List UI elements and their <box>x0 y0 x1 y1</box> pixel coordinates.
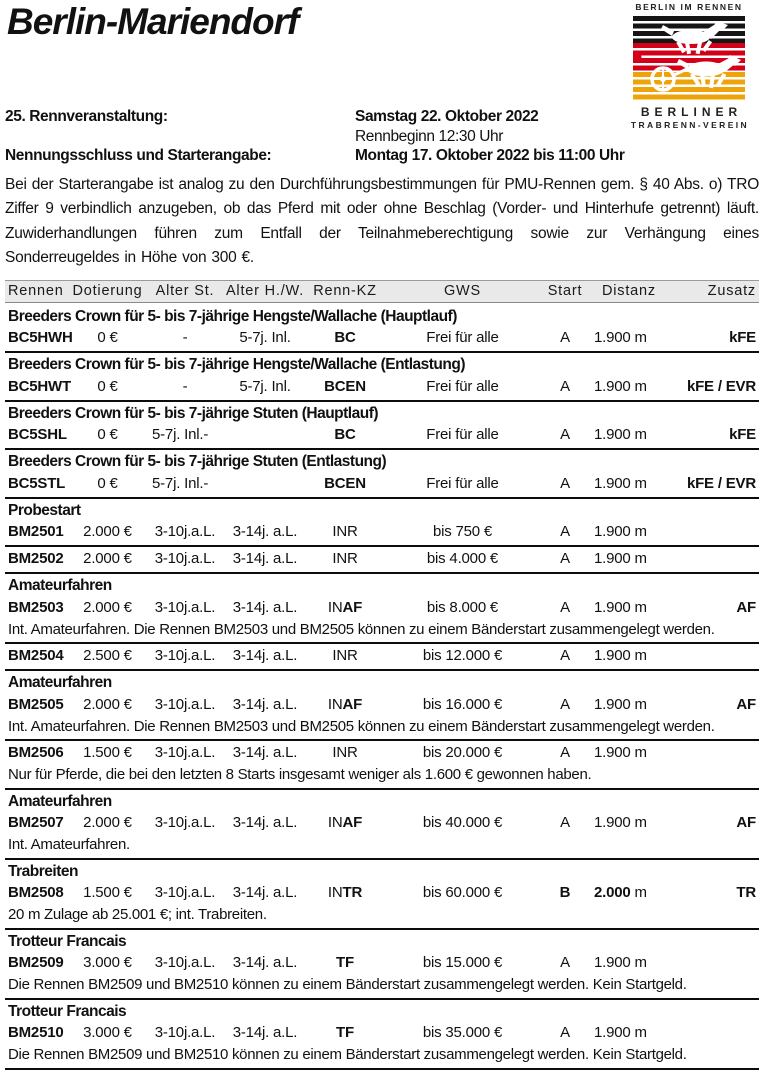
race-kz-bold: BCEN <box>324 474 366 492</box>
race-start: A <box>560 523 570 540</box>
race-distanz-plain: 1.900 m <box>594 1024 647 1041</box>
race-distanz <box>590 473 660 495</box>
logo-stripes-horses-icon <box>633 16 745 100</box>
race-section-title: Breeders Crown für 5- bis 7-jährige Stuten (Entlastung) <box>8 453 387 470</box>
race-dotierung: 1.500 € <box>83 884 132 901</box>
race-section-title: Amateurfahren <box>8 577 112 594</box>
logo-tagline: BERLIN IM RENNEN <box>635 2 743 12</box>
race-block <box>5 353 759 402</box>
race-dotierung: 2.000 € <box>83 550 132 567</box>
event-info-row <box>5 146 759 166</box>
race-gws: Frei für alle <box>426 377 499 395</box>
race-dotierung: 2.000 € <box>83 523 132 540</box>
race-kz-plain: INR <box>332 744 358 761</box>
race-distanz <box>590 548 660 570</box>
race-table-header <box>5 280 759 303</box>
race-start: A <box>560 647 570 664</box>
column-header-gws: GWS <box>443 283 482 299</box>
race-distanz <box>590 952 660 974</box>
race-start: A <box>560 550 570 567</box>
race-kennzeichen <box>305 1022 385 1044</box>
race-code: BM2505 <box>8 695 64 713</box>
race-distanz <box>590 521 660 543</box>
race-section-title: Breeders Crown für 5- bis 7-jährige Stuten (Hauptlauf) <box>8 404 379 422</box>
race-gws: bis 15.000 € <box>422 954 503 971</box>
race-distanz-plain: 1.900 m <box>594 426 647 443</box>
race-alter-st: 3-10j.a.L. <box>154 884 216 901</box>
race-alter-st: 3-10j.a.L. <box>154 814 216 831</box>
race-start: A <box>560 695 570 713</box>
race-distanz <box>590 812 660 834</box>
horses-icon <box>633 16 745 100</box>
race-gws: bis 4.000 € <box>426 550 499 567</box>
race-dotierung: 0 € <box>97 329 118 346</box>
race-note: Int. Amateurfahren. Die Rennen BM2503 und BM2505 können zu einem Bänderstart zusammengelegt werden. <box>8 717 715 735</box>
race-kz-bold: AF <box>342 598 363 616</box>
race-alter-hw: 3-14j. a.L. <box>232 1024 298 1041</box>
race-zusatz: kFE <box>729 329 756 346</box>
race-block <box>5 1000 759 1070</box>
race-alter-hw: 3-14j. a.L. <box>232 744 298 761</box>
race-alter-st: 3-10j.a.L. <box>154 1024 216 1041</box>
race-gws: Frei für alle <box>426 474 499 492</box>
race-alter-st: 3-10j.a.L. <box>154 598 216 616</box>
race-code: BM2501 <box>8 523 64 540</box>
race-kz-plain: INR <box>332 550 358 567</box>
race-row-BC5STL <box>5 473 759 495</box>
race-zusatz: AF <box>736 814 756 831</box>
race-distanz-plain: 1.900 m <box>594 598 647 616</box>
race-note: Die Rennen BM2509 und BM2510 können zu einem Bänderstart zusammengelegt werden. Kein Startgeld. <box>8 1046 687 1063</box>
race-kz-bold: TF <box>336 1024 354 1041</box>
race-code: BM2507 <box>8 814 64 831</box>
race-alter-st: 3-10j.a.L. <box>154 744 216 761</box>
race-alter-st: 3-10j.a.L. <box>154 695 216 713</box>
race-kennzeichen <box>305 812 385 834</box>
event-date: Samstag 22. Oktober 2022 <box>355 108 539 125</box>
race-block <box>5 402 759 451</box>
race-distanz-plain: 1.900 m <box>594 377 647 395</box>
race-row-BM2503 <box>5 597 759 619</box>
entry-deadline-date: Montag 17. Oktober 2022 bis 11:00 Uhr <box>355 147 625 164</box>
race-note: Nur für Pferde, die bei den letzten 8 Starts insgesamt weniger als 1.600 € gewonnen haben. <box>8 766 592 783</box>
race-start: A <box>560 744 570 761</box>
logo-org-name: BERLINER <box>640 105 743 119</box>
race-distanz-plain: 1.900 m <box>594 954 647 971</box>
race-row-BC5HWH <box>5 327 759 349</box>
race-dotierung: 2.500 € <box>83 647 132 664</box>
race-note: Int. Amateurfahren. <box>8 836 130 853</box>
column-header-distanz: Distanz <box>602 283 656 299</box>
race-dotierung: 3.000 € <box>83 1024 132 1041</box>
race-dotierung: 2.000 € <box>83 814 132 831</box>
race-block <box>5 790 759 860</box>
race-distanz <box>590 597 660 619</box>
race-section-title: Trotteur Francais <box>8 932 127 950</box>
race-kennzeichen <box>305 952 385 974</box>
logo-org-subname: TRABRENN-VEREIN <box>630 120 750 130</box>
race-block <box>5 644 759 671</box>
race-kennzeichen <box>305 694 385 716</box>
race-alter-hw: 5-7j. Inl. <box>239 329 291 346</box>
race-gws: bis 35.000 € <box>422 1024 503 1041</box>
race-alter-hw: 5-7j. Inl. <box>239 377 291 395</box>
race-block <box>5 450 759 499</box>
race-row-BC5SHL <box>5 424 759 446</box>
race-distanz <box>590 645 660 667</box>
race-distanz-plain: 1.900 m <box>594 523 647 540</box>
event-number-label: 25. Rennveranstaltung: <box>5 108 168 125</box>
race-alter-st: - <box>182 329 188 346</box>
race-start: A <box>560 474 570 492</box>
trabrenn-verein-logo <box>619 2 759 130</box>
race-distanz-plain: 1.900 m <box>594 814 647 831</box>
race-distanz-plain: 1.900 m <box>594 744 647 761</box>
race-code: BM2509 <box>8 954 64 971</box>
race-kz-bold: BC <box>334 329 356 346</box>
race-alter-hw: 3-14j. a.L. <box>232 550 298 567</box>
race-code: BC5HWT <box>8 377 71 395</box>
race-code: BM2502 <box>8 550 64 567</box>
race-start: A <box>560 377 570 395</box>
race-dotierung: 0 € <box>97 474 118 492</box>
race-distanz-plain: 1.900 m <box>594 550 647 567</box>
race-zusatz: kFE / EVR <box>686 474 756 492</box>
race-row-BM2505 <box>5 694 759 716</box>
race-section-title: Trotteur Francais <box>8 1002 127 1020</box>
race-distanz <box>590 694 660 716</box>
race-alter-hw: 3-14j. a.L. <box>232 598 298 616</box>
race-alter-st: 3-10j.a.L. <box>154 550 216 567</box>
race-code: BC5HWH <box>8 329 73 346</box>
race-kennzeichen <box>305 473 385 495</box>
race-code: BM2506 <box>8 744 64 761</box>
race-alter-span: 5-7j. Inl.- <box>152 474 209 492</box>
race-section-title: Breeders Crown für 5- bis 7-jährige Hengste/Wallache (Hauptlauf) <box>8 307 457 325</box>
race-kz-plain: INR <box>332 523 358 540</box>
race-distanz-plain: 1.900 m <box>594 329 647 346</box>
race-kennzeichen <box>305 327 385 349</box>
race-row-BM2502 <box>5 548 759 570</box>
column-header-dotierung: Dotierung <box>72 283 143 299</box>
shoeing-notice-paragraph: Bei der Starterangabe ist analog zu den Durchführungsbestimmungen für PMU-Rennen gem. § 40 Abs. o) TRO Ziffer 9 verbindlich anzugeben, ob das Pferd mit oder ohne Beschlag (Vorder- und Hinterhufe getrennt) läuft. Zuwiderhandlungen führen zum Entfall der Teilnahmeberechtigung sowie zur Verhängung eines Sonderreugeldes in Höhe von 300 €. <box>5 175 759 266</box>
page-title: Berlin-Mariendorf <box>7 1 299 42</box>
race-alter-st: 3-10j.a.L. <box>154 954 216 971</box>
race-start: A <box>560 814 570 831</box>
race-kz-bold: AF <box>342 814 363 831</box>
race-gws: bis 750 € <box>432 523 493 540</box>
race-dotierung: 0 € <box>97 426 118 443</box>
race-start: A <box>560 598 570 616</box>
race-row-BC5HWT <box>5 376 759 398</box>
race-distanz-plain: m <box>630 884 647 901</box>
race-gws: bis 12.000 € <box>422 647 503 664</box>
race-kz-bold: TF <box>336 954 354 971</box>
race-alter-hw: 3-14j. a.L. <box>232 523 298 540</box>
race-kz-plain: INR <box>332 647 358 664</box>
race-gws: bis 16.000 € <box>422 695 503 713</box>
race-alter-hw: 3-14j. a.L. <box>232 695 298 713</box>
race-gws: Frei für alle <box>426 426 499 443</box>
race-code: BM2504 <box>8 647 64 664</box>
column-header-start: Start <box>547 283 583 299</box>
race-block <box>5 305 759 354</box>
race-code: BC5SHL <box>8 426 67 443</box>
column-header-zusatz: Zusatz <box>707 283 756 299</box>
race-code: BC5STL <box>8 474 66 492</box>
race-distanz <box>590 327 660 349</box>
race-kennzeichen <box>305 376 385 398</box>
race-note: Die Rennen BM2509 und BM2510 können zu einem Bänderstart zusammengelegt werden. Kein Startgeld. <box>8 976 687 993</box>
race-kz-plain: IN <box>327 884 343 901</box>
race-zusatz: AF <box>736 598 756 616</box>
race-kz-plain: IN <box>327 814 343 831</box>
race-gws: bis 60.000 € <box>422 884 503 901</box>
race-kennzeichen <box>305 882 385 904</box>
event-start-time: Rennbeginn 12:30 Uhr <box>355 127 503 145</box>
race-row-BM2501 <box>5 521 759 543</box>
race-alter-st: 3-10j.a.L. <box>154 647 216 664</box>
race-block <box>5 499 759 548</box>
race-section-title: Probestart <box>8 501 81 519</box>
race-distanz-bold: 2.000 <box>594 884 631 901</box>
race-code: BM2508 <box>8 884 64 901</box>
race-dotierung: 2.000 € <box>83 695 132 713</box>
race-block <box>5 930 759 1000</box>
race-block <box>5 671 759 741</box>
race-row-BM2507 <box>5 812 759 834</box>
race-start: A <box>560 329 570 346</box>
race-note: 20 m Zulage ab 25.001 €; int. Trabreiten. <box>8 906 267 923</box>
race-distanz <box>590 1022 660 1044</box>
race-section-title: Amateurfahren <box>8 792 112 810</box>
race-zusatz: kFE <box>729 426 756 443</box>
race-alter-hw: 3-14j. a.L. <box>232 647 298 664</box>
race-dotierung: 2.000 € <box>83 598 132 616</box>
race-kennzeichen <box>305 742 385 764</box>
race-note: Int. Amateurfahren. Die Rennen BM2503 und BM2505 können zu einem Bänderstart zusammengelegt werden. <box>8 620 715 638</box>
race-kennzeichen <box>305 548 385 570</box>
race-gws: bis 20.000 € <box>422 744 503 761</box>
race-distanz-plain: 1.900 m <box>594 647 647 664</box>
race-kz-bold: BC <box>334 426 356 443</box>
race-alter-hw: 3-14j. a.L. <box>232 884 298 901</box>
race-block <box>5 547 759 574</box>
race-kennzeichen <box>305 597 385 619</box>
race-kennzeichen <box>305 424 385 446</box>
race-dotierung: 0 € <box>97 377 118 395</box>
race-distanz <box>590 742 660 764</box>
race-zusatz: AF <box>736 695 756 713</box>
race-row-BM2506 <box>5 742 759 764</box>
entry-deadline-label: Nennungsschluss und Starterangabe: <box>5 147 272 164</box>
race-alter-st: - <box>182 377 188 395</box>
race-distanz-plain: 1.900 m <box>594 695 647 713</box>
race-block <box>5 860 759 930</box>
race-kennzeichen <box>305 521 385 543</box>
race-zusatz: TR <box>736 884 756 901</box>
column-header-rennen: Rennen <box>8 283 64 299</box>
race-code: BM2510 <box>8 1024 64 1041</box>
race-kz-bold: BCEN <box>324 377 366 395</box>
race-alter-st: 3-10j.a.L. <box>154 523 216 540</box>
race-section-title: Trabreiten <box>8 862 78 880</box>
race-kennzeichen <box>305 645 385 667</box>
race-start: A <box>560 426 570 443</box>
column-header-renn-kz: Renn-KZ <box>313 283 377 299</box>
race-dotierung: 3.000 € <box>83 954 132 971</box>
race-kz-bold: TR <box>342 884 363 901</box>
race-start: A <box>560 1024 570 1041</box>
column-header-alter-st: Alter St. <box>155 283 215 299</box>
race-kz-bold: AF <box>342 695 363 713</box>
race-distanz <box>590 882 660 904</box>
race-kz-plain: IN <box>327 695 343 713</box>
race-zusatz: kFE / EVR <box>686 377 756 395</box>
race-kz-plain: IN <box>327 598 343 616</box>
race-distanz <box>590 376 660 398</box>
race-start: B <box>559 884 571 901</box>
race-code: BM2503 <box>8 598 64 616</box>
race-alter-hw: 3-14j. a.L. <box>232 814 298 831</box>
race-gws: Frei für alle <box>426 329 499 346</box>
race-row-BM2509 <box>5 952 759 974</box>
race-row-BM2510 <box>5 1022 759 1044</box>
race-block <box>5 574 759 644</box>
race-start: A <box>560 954 570 971</box>
race-row-BM2508 <box>5 882 759 904</box>
race-row-BM2504 <box>5 645 759 667</box>
race-dotierung: 1.500 € <box>83 744 132 761</box>
race-block <box>5 741 759 790</box>
race-gws: bis 8.000 € <box>426 598 499 616</box>
race-gws: bis 40.000 € <box>422 814 503 831</box>
spacer <box>5 127 355 147</box>
race-section-title: Breeders Crown für 5- bis 7-jährige Hengste/Wallache (Entlastung) <box>8 356 465 373</box>
race-section-title: Amateurfahren <box>8 674 112 691</box>
race-table-body <box>5 305 759 1070</box>
race-distanz <box>590 424 660 446</box>
race-alter-span: 5-7j. Inl.- <box>152 426 209 443</box>
column-header-alter-h-w: Alter H./W. <box>225 283 305 299</box>
race-distanz-plain: 1.900 m <box>594 474 647 492</box>
race-alter-hw: 3-14j. a.L. <box>232 954 298 971</box>
